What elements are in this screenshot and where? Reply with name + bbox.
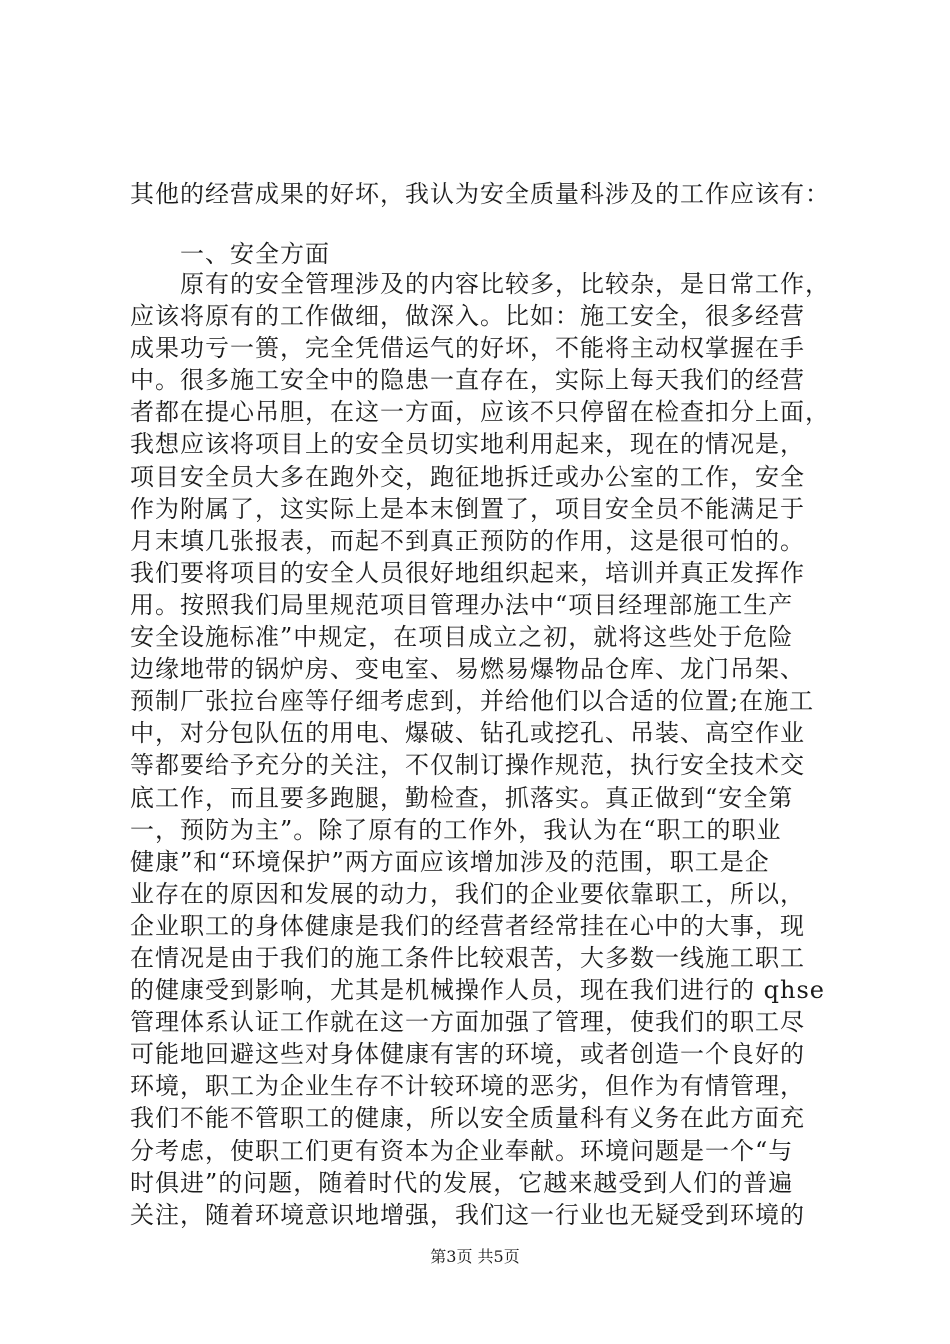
body-line: 等都要给予充分的关注，不仅制订操作规范，执行安全技术交 — [130, 751, 805, 780]
lead-paragraph: 其他的经营成果的好坏，我认为安全质量科涉及的工作应该有： — [130, 180, 830, 208]
body-line: 关注，随着环境意识地增强，我们这一行业也无疑受到环境的 — [130, 1200, 805, 1229]
body-line: 应该将原有的工作做细，做深入。比如：施工安全，很多经营 — [130, 302, 805, 331]
body-line: 我们要将项目的安全人员很好地组织起来，培训并真正发挥作 — [130, 558, 805, 587]
body-line: 在情况是由于我们的施工条件比较艰苦，大多数一线施工职工 — [130, 943, 805, 972]
body-line: 业存在的原因和发展的动力，我们的企业要依靠职工，所以， — [130, 879, 805, 908]
body-line: 成果功亏一篑，完全凭借运气的好坏，不能将主动权掌握在手 — [130, 334, 805, 363]
body-line: 预制厂张拉台座等仔细考虑到，并给他们以合适的位置;在施工 — [130, 687, 815, 716]
body-line: 健康”和“环境保护”两方面应该增加涉及的范围，职工是企 — [130, 847, 770, 876]
body-line: 我们不能不管职工的健康，所以安全质量科有义务在此方面充 — [130, 1104, 805, 1133]
body-line: 可能地回避这些对身体健康有害的环境，或者创造一个良好的 — [130, 1040, 805, 1069]
body-line: 我想应该将项目上的安全员切实地利用起来，现在的情况是， — [130, 430, 805, 459]
body-line: 中。很多施工安全中的隐患一直存在，实际上每天我们的经营 — [130, 366, 805, 395]
body-line: 项目安全员大多在跑外交，跑征地拆迁或办公室的工作，安全 — [130, 462, 805, 491]
body-line: 者都在提心吊胆，在这一方面，应该不只停留在检查扣分上面， — [130, 398, 830, 427]
body-line: 环境，职工为企业生存不计较环境的恶劣，但作为有情管理， — [130, 1072, 805, 1101]
body-line: 作为附属了，这实际上是本末倒置了，项目安全员不能满足于 — [130, 494, 805, 523]
body-line: 的健康受到影响，尤其是机械操作人员，现在我们进行的 qhse — [130, 976, 825, 1005]
body-line: 分考虑，使职工们更有资本为企业奉献。环境问题是一个“与 — [130, 1136, 794, 1165]
body-line: 企业职工的身体健康是我们的经营者经常挂在心中的大事，现 — [130, 911, 805, 940]
body-line: 原有的安全管理涉及的内容比较多，比较杂，是日常工作， — [180, 270, 830, 298]
body-line: 中，对分包队伍的用电、爆破、钻孔或挖孔、吊装、高空作业 — [130, 719, 805, 748]
body-line: 边缘地带的锅炉房、变电室、易燃易爆物品仓库、龙门吊架、 — [130, 655, 805, 684]
body-line: 月末填几张报表，而起不到真正预防的作用，这是很可怕的。 — [130, 526, 805, 555]
body-line: 底工作，而且要多跑腿，勤检查，抓落实。真正做到“安全第 — [130, 783, 794, 812]
body-line: 用。按照我们局里规范项目管理办法中“项目经理部施工生产 — [130, 590, 794, 619]
body-line: 时俱进”的问题，随着时代的发展，它越来越受到人们的普遍 — [130, 1168, 794, 1197]
body-paragraph — [130, 268, 830, 1231]
page-footer: 第3页 共5页 — [430, 1247, 520, 1266]
section-heading: 一、安全方面 — [180, 240, 330, 268]
body-line: 一，预防为主”。除了原有的工作外，我认为在“职工的职业 — [130, 815, 782, 844]
body-line: 安全设施标准”中规定，在项目成立之初，就将这些处于危险 — [130, 623, 794, 652]
body-line: 管理体系认证工作就在这一方面加强了管理，使我们的职工尽 — [130, 1008, 805, 1037]
